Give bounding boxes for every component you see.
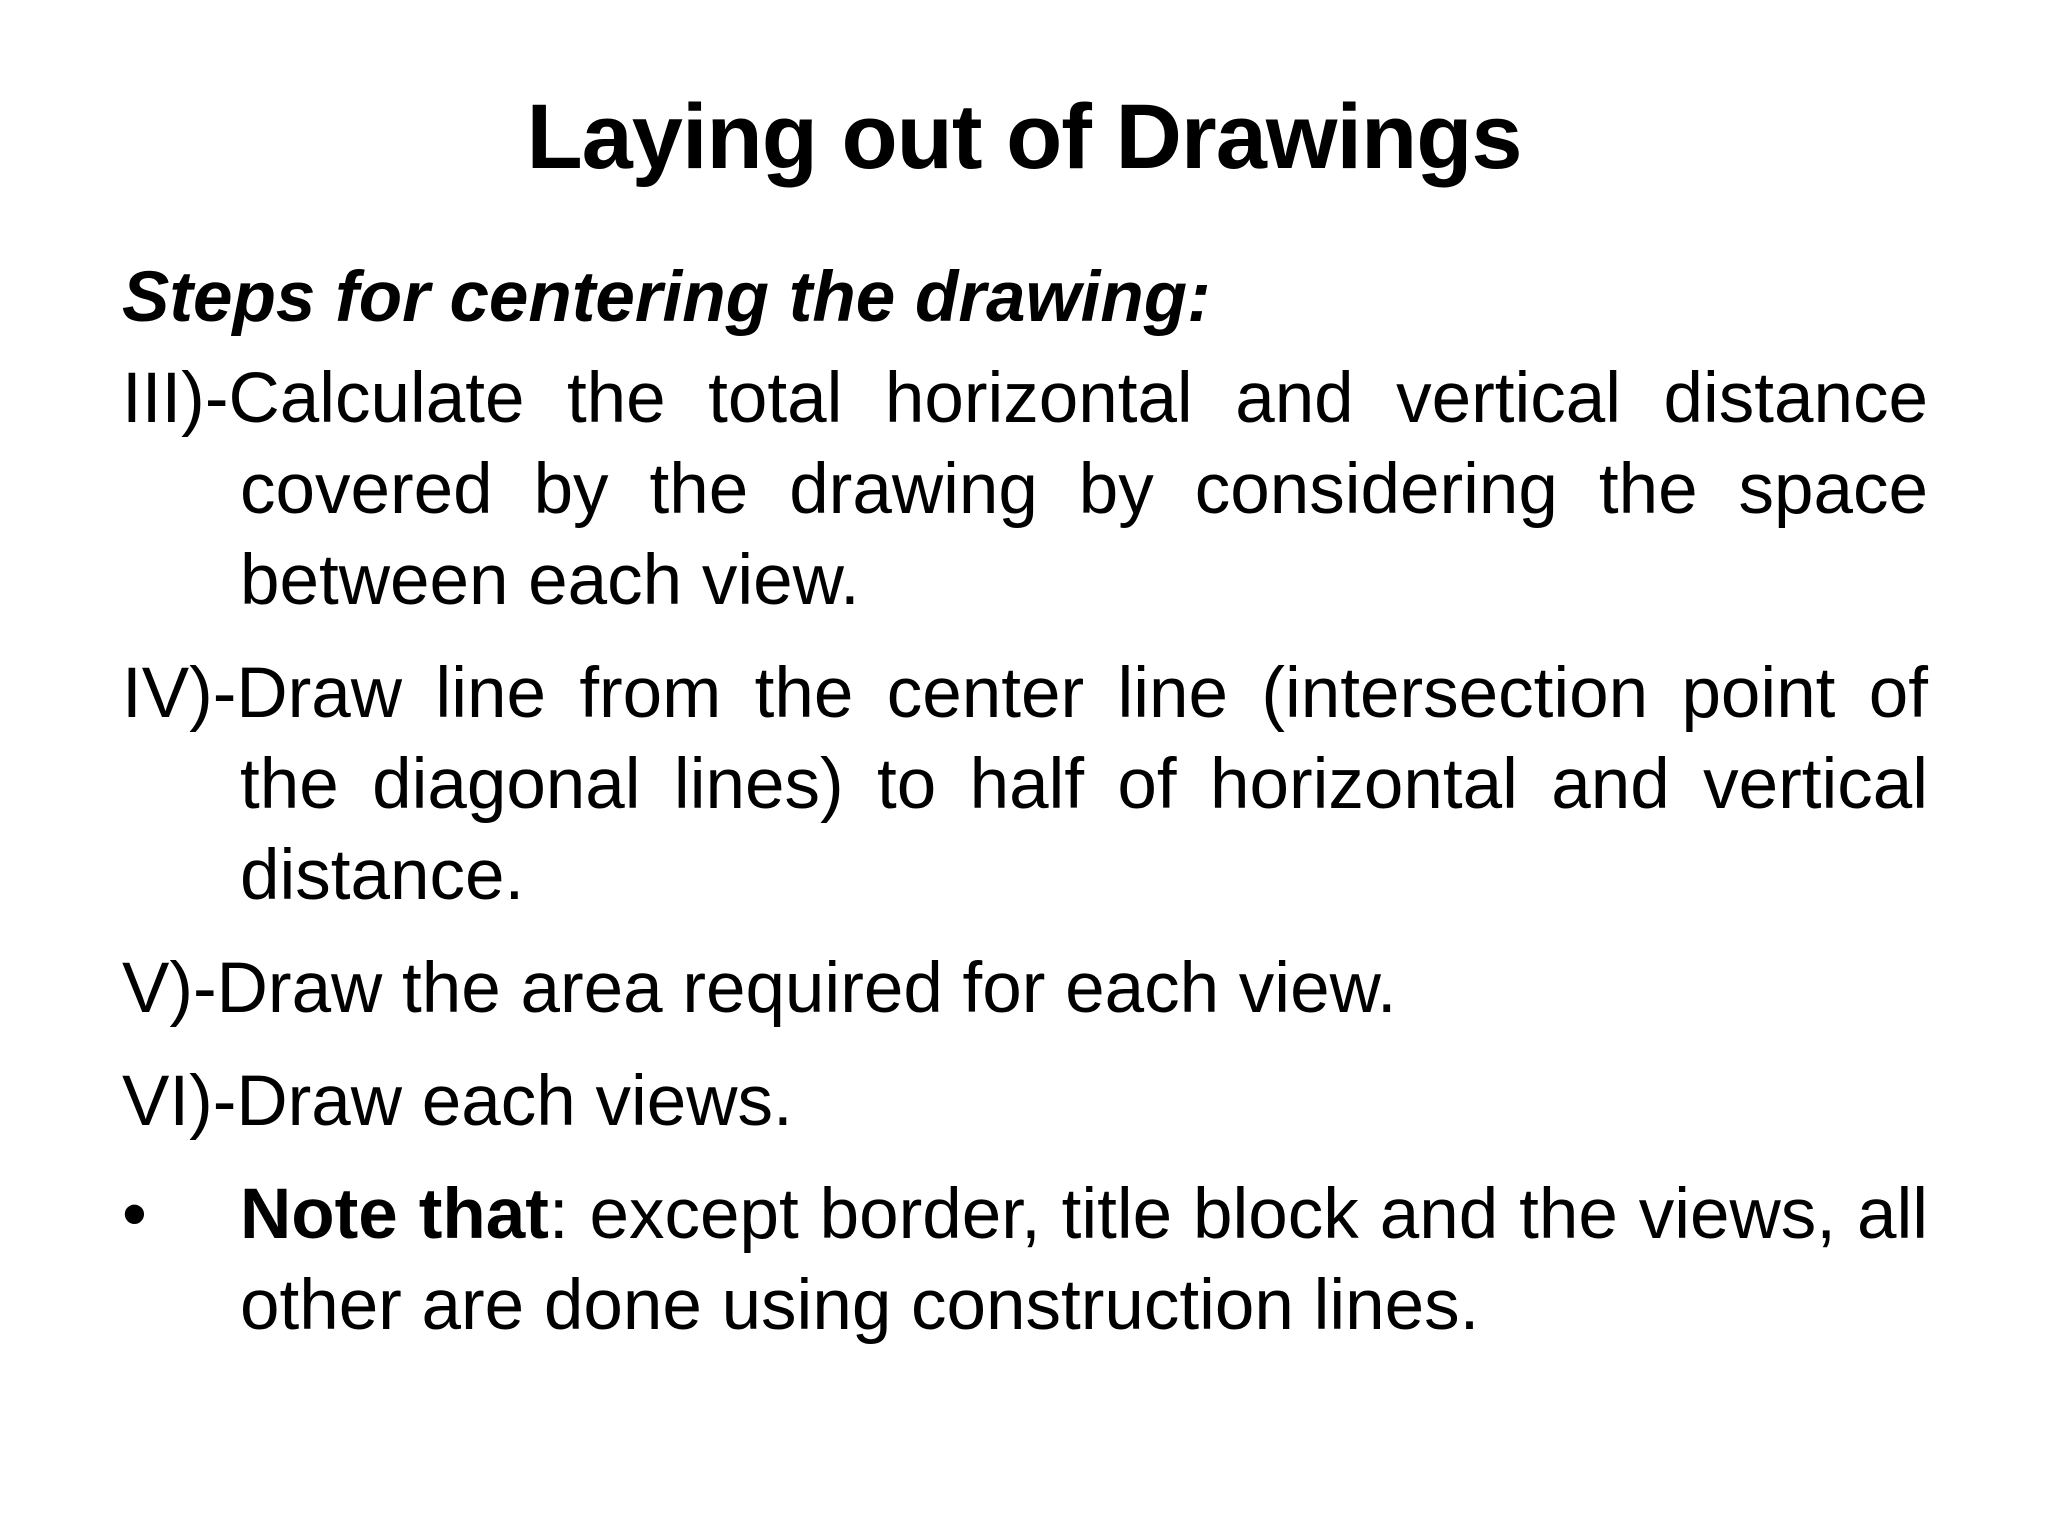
note-colon: : (548, 1175, 569, 1254)
step-vi (122, 1056, 1928, 1147)
slide-content (122, 252, 1928, 1351)
step-iv (122, 648, 1928, 921)
step-iv-numeral: IV)- (122, 654, 237, 733)
step-iii-numeral: III)- (122, 359, 229, 438)
step-v-numeral: V)- (122, 949, 217, 1028)
bullet-icon: • (122, 1175, 147, 1254)
step-iv-text: Draw line from the center line (intersection point of the diagonal lines) to half of horizontal and vertical distance. (236, 654, 1928, 915)
note-bullet-item (122, 1169, 1928, 1351)
note-label: Note that (240, 1175, 549, 1254)
slide-title: Laying out of Drawings (526, 86, 1522, 188)
step-v (122, 943, 1928, 1034)
step-iii (122, 353, 1928, 626)
step-vi-text: Draw each views. (236, 1062, 793, 1141)
step-vi-numeral: VI)- (122, 1062, 237, 1141)
step-iii-text: Calculate the total horizontal and vertical distance covered by the drawing by considering the space between each view. (228, 359, 1928, 620)
step-v-text: Draw the area required for each view. (216, 949, 1397, 1028)
note-text: except border, title block and the views, all other are done using construction lines. (240, 1175, 1928, 1345)
slide-subtitle: Steps for centering the drawing: (122, 258, 1211, 337)
